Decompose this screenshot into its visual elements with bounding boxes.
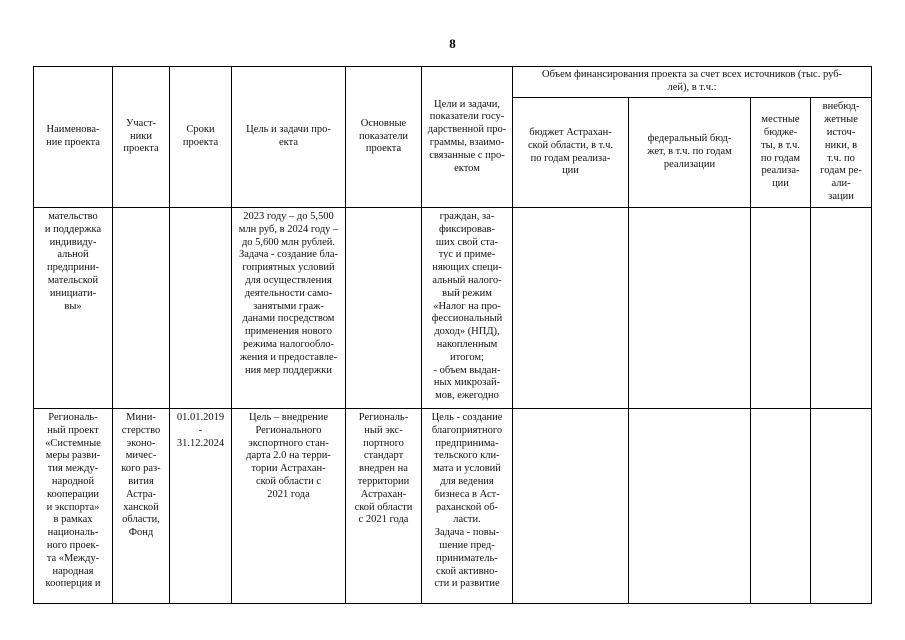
page-number: 8 — [449, 36, 456, 51]
cell-deadlines: 01.01.2019 - 31.12.2024 — [170, 409, 232, 604]
cell-goal-tasks: 2023 году – до 5,500 млн руб, в 2024 году – до 5,600 млн рублей. Задача - создание бла- гоприятных условий для осуществления деятельности само- занятыми граж- данами посредством применения нового режима налогообло- жения и предоставле- ния мер поддержки — [232, 208, 346, 409]
header-goal-tasks: Цель и задачи про- екта — [232, 67, 346, 208]
cell-participants — [113, 208, 170, 409]
cell-budget-offbudget — [811, 208, 872, 409]
cell-budget-federal — [629, 208, 751, 409]
cell-participants: Мини- стерство эконо- мичес- кого раз- вития Астра- ханской области, Фонд — [113, 409, 170, 604]
cell-indicators — [346, 208, 422, 409]
table-row — [34, 409, 872, 604]
header-budget-offbudget: внебюд- жетные источ- ники, в т.ч. по годам ре- али- зации — [811, 98, 872, 208]
header-budget-federal: федеральный бюд- жет, в т.ч. по годам реализации — [629, 98, 751, 208]
header-project-name: Наименова- ние проекта — [34, 67, 113, 208]
header-budget-regional: бюджет Астрахан- ской области, в т.ч. по годам реализа- ции — [513, 98, 629, 208]
cell-budget-federal — [629, 409, 751, 604]
cell-indicators: Региональ- ный экс- портного стандарт внедрен на территории Астрахан- ской области с 2021 года — [346, 409, 422, 604]
cell-budget-local — [751, 409, 811, 604]
header-budget-local: местные бюдже- ты, в т.ч. по годам реализа- ции — [751, 98, 811, 208]
header-program-goals: Цели и задачи, показатели госу- дарственной про- граммы, взаимо- связанные с про- ектом — [422, 67, 513, 208]
cell-project-name: мательство и поддержка индивиду- альной предприни- мательской инициати- вы» — [34, 208, 113, 409]
header-participants: Участ- ники проекта — [113, 67, 170, 208]
project-table — [33, 66, 872, 604]
table-row — [34, 208, 872, 409]
cell-project-name: Региональ- ный проект «Системные меры разви- тия между- народной кооперации и экспорта» в рамках националь- ного проек- та «Между- народная кооперция и — [34, 409, 113, 604]
header-row-top — [34, 67, 872, 98]
cell-deadlines — [170, 208, 232, 409]
cell-budget-offbudget — [811, 409, 872, 604]
cell-budget-local — [751, 208, 811, 409]
cell-program-goals: граждан, за- фиксировав- ших свой ста- тус и приме- няющих специ- альный налого- вый режим «Налог на про- фессиональный доход» (НПД), накопленным итогом; - объем выдан- ных микрозай- мов, ежегодно — [422, 208, 513, 409]
cell-budget-regional — [513, 208, 629, 409]
header-indicators: Основные показатели проекта — [346, 67, 422, 208]
header-deadlines: Сроки проекта — [170, 67, 232, 208]
cell-program-goals: Цель - создание благоприятного предпринима- тельского кли- мата и условий для ведения бизнеса в Аст- раханской об- ласти. Задача - повы- шение пред- приниматель- ской активно- сти и развитие — [422, 409, 513, 604]
cell-budget-regional — [513, 409, 629, 604]
header-financing-group: Объем финансирования проекта за счет всех источников (тыс. руб- лей), в т.ч.: — [513, 67, 872, 98]
cell-goal-tasks: Цель – внедрение Регионального экспортного стан- дарта 2.0 на терри- тории Астрахан- ской области с 2021 года — [232, 409, 346, 604]
